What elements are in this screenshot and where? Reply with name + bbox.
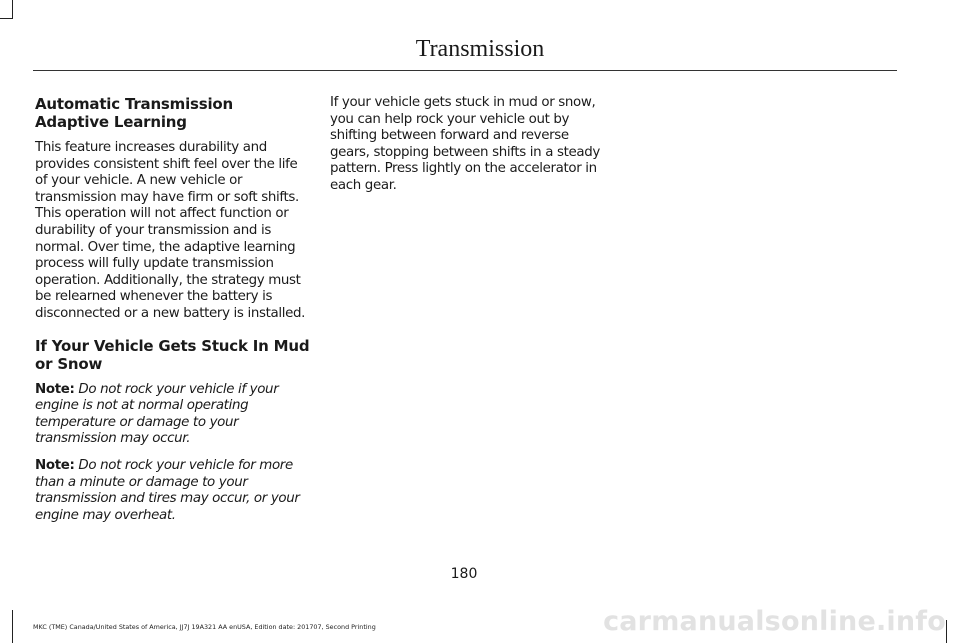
right-column [330, 95, 605, 205]
note-label: Note: [35, 457, 75, 473]
page-number: 180 [450, 566, 478, 582]
crop-mark-bottom-left-vertical [12, 610, 13, 643]
watermark: carmanualsonline.info [603, 606, 946, 637]
section-heading-adaptive-learning: Automatic Transmission Adaptive Learning [35, 95, 234, 131]
rocking-instructions-paragraph: If your vehicle gets stuck in mud or snow, you can help rock your vehicle out by shifting between forward and reverse gears, stopping between shifts in a steady pattern. Press lightly on the accelerator in each gear. [330, 95, 600, 193]
note-paragraph-1 [35, 382, 310, 448]
page-header-title: Transmission [415, 36, 545, 62]
crop-mark-bottom-right-vertical [946, 620, 947, 643]
header-rule [33, 70, 897, 71]
section-heading-stuck-in-mud: If Your Vehicle Gets Stuck In Mud or Snow [35, 336, 310, 373]
note-text: Do not rock your vehicle for more than a minute or damage to your transmission and tires may occur, or your engine may overheat. [35, 457, 300, 523]
footer-edition-info: MKC (TME) Canada/United States of America, JJ7J 19A321 AA enUSA, Edition date: 201707, Second Printing [33, 623, 376, 631]
crop-mark-top-left-vertical [12, 0, 13, 18]
note-text: Do not rock your vehicle if your engine is not at normal operating temperature or damage to your transmission may occur. [35, 381, 279, 447]
note-paragraph-2 [35, 458, 310, 524]
adaptive-learning-paragraph: This feature increases durability and provides consistent shift feel over the life of your vehicle. A new vehicle or transmission may have firm or soft shifts. This operation will not affect function or durability of your transmission and is normal. Over time, the adaptive learning process will fully update transmission operation. Additionally, the strategy must be relearned whenever the battery is disconnected or a new battery is installed. [35, 140, 306, 321]
note-label: Note: [35, 381, 75, 397]
crop-mark-top-left-horizontal [0, 18, 13, 19]
left-column [35, 95, 310, 534]
